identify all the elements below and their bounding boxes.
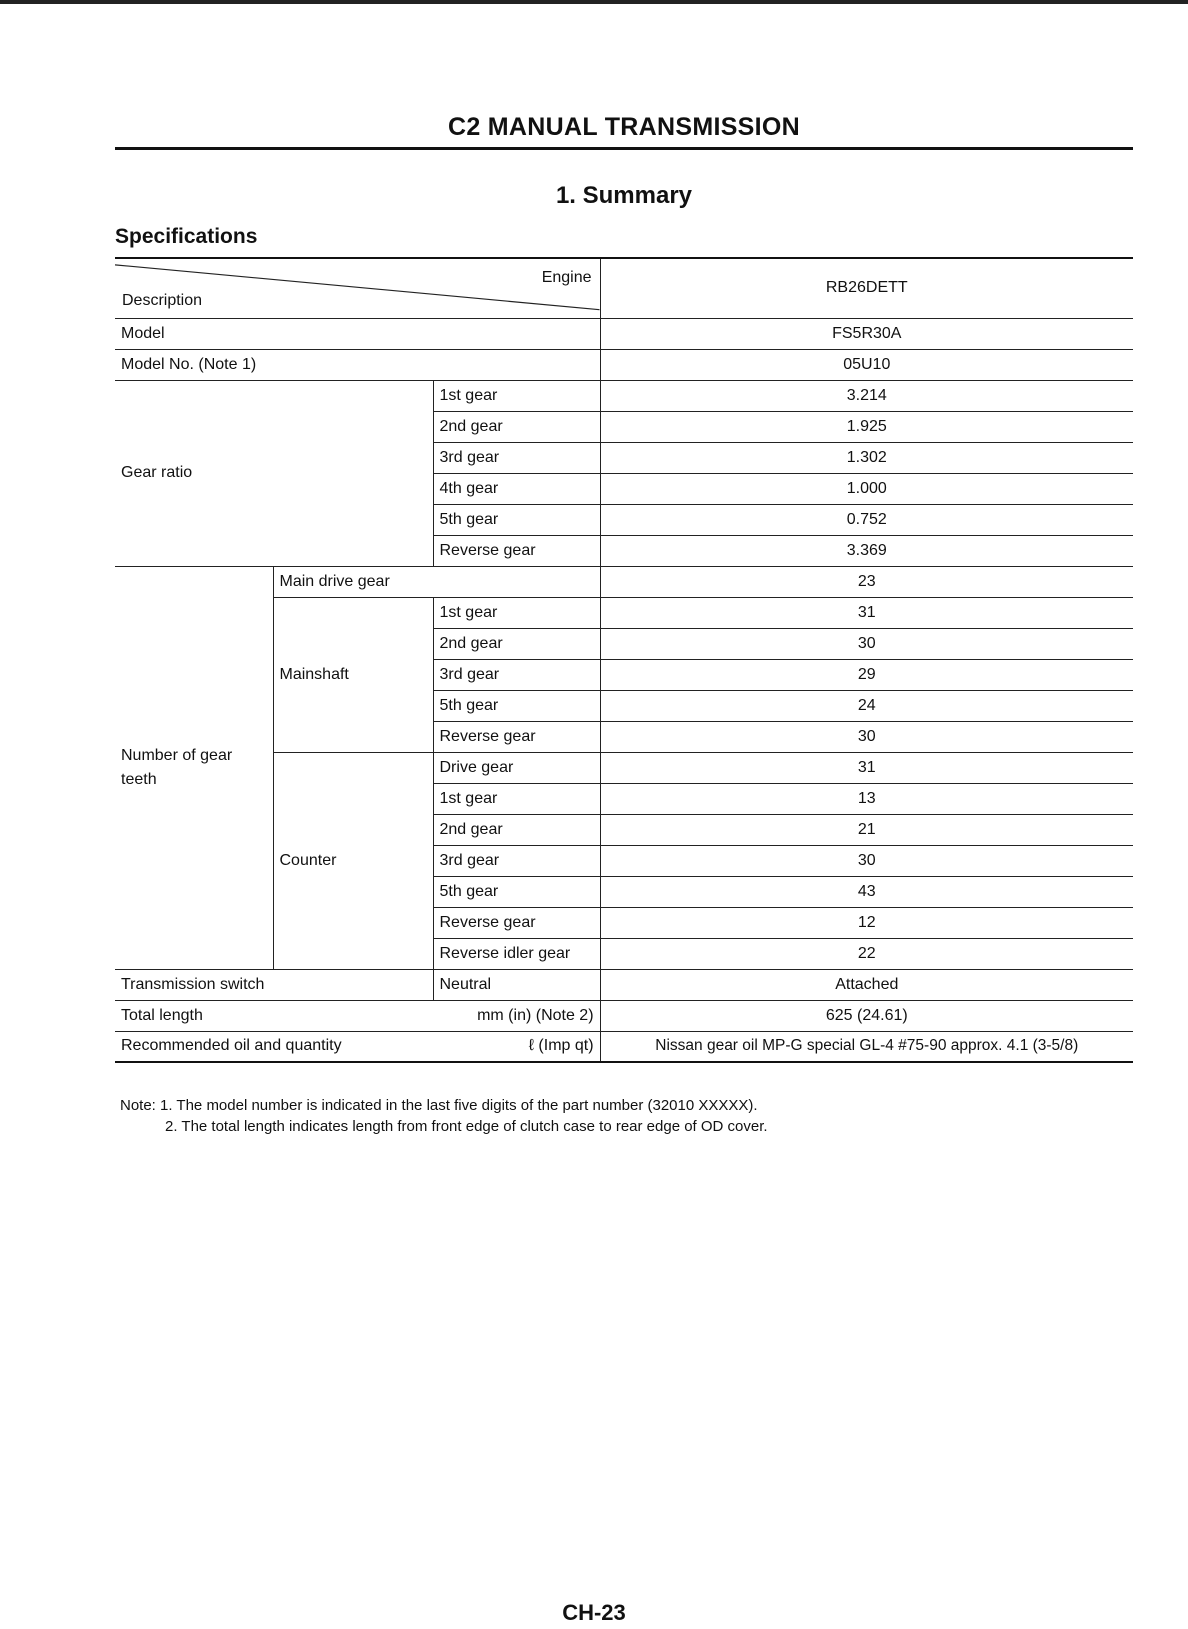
- note-2: 2. The total length indicates length from front edge of clutch case to rear edge of OD cover.: [165, 1118, 768, 1135]
- total-length-label: Total length: [115, 1000, 433, 1031]
- gear-name: 1st gear: [433, 380, 600, 411]
- chapter-title: C2 MANUAL TRANSMISSION: [448, 113, 800, 141]
- gear-ratio-value: 3.214: [600, 380, 1133, 411]
- gear-name: 2nd gear: [433, 814, 600, 845]
- table-row: [115, 566, 1133, 597]
- table-row: [115, 1031, 1133, 1062]
- table-row: [115, 380, 1133, 411]
- oil-value: Nissan gear oil MP-G special GL-4 #75-90 approx. 4.1 (3-5/8): [600, 1031, 1133, 1062]
- engine-label: Engine: [541, 269, 592, 286]
- gear-name: 5th gear: [433, 504, 600, 535]
- table-row: [115, 1000, 1133, 1031]
- gear-ratio-value: 1.302: [600, 442, 1133, 473]
- gear-ratio-value: 1.925: [600, 411, 1133, 442]
- gear-name: 1st gear: [433, 597, 600, 628]
- gear-ratio-value: 3.369: [600, 535, 1133, 566]
- engine-value: RB26DETT: [600, 258, 1133, 318]
- chapter-rule: [115, 147, 1133, 150]
- transmission-switch-value: Attached: [600, 969, 1133, 1000]
- teeth-value: 22: [600, 938, 1133, 969]
- subsection-title: Specifications: [115, 225, 258, 248]
- gear-name: 3rd gear: [433, 659, 600, 690]
- teeth-value: 13: [600, 783, 1133, 814]
- model-no-label: Model No. (Note 1): [115, 349, 600, 380]
- description-label: Description: [122, 291, 203, 309]
- gear-name: Reverse gear: [433, 535, 600, 566]
- total-length-unit: mm (in) (Note 2): [433, 1000, 600, 1031]
- teeth-value: 30: [600, 721, 1133, 752]
- teeth-value: 31: [600, 752, 1133, 783]
- teeth-value: 29: [600, 659, 1133, 690]
- teeth-value: 31: [600, 597, 1133, 628]
- gear-name: 2nd gear: [433, 628, 600, 659]
- gear-ratio-value: 1.000: [600, 473, 1133, 504]
- model-value: FS5R30A: [600, 318, 1133, 349]
- gear-name: 5th gear: [433, 876, 600, 907]
- oil-unit: ℓ (Imp qt): [433, 1031, 600, 1062]
- page-number: CH-23: [562, 1600, 626, 1625]
- teeth-value: 30: [600, 628, 1133, 659]
- gear-name: 3rd gear: [433, 442, 600, 473]
- gear-ratio-label: Gear ratio: [115, 380, 433, 566]
- specifications-table: [115, 257, 1133, 1063]
- total-length-value: 625 (24.61): [600, 1000, 1133, 1031]
- teeth-value: 24: [600, 690, 1133, 721]
- gear-name: 4th gear: [433, 473, 600, 504]
- gear-name: 3rd gear: [433, 845, 600, 876]
- gear-name: Reverse gear: [433, 907, 600, 938]
- table-row: [115, 349, 1133, 380]
- table-row: [115, 969, 1133, 1000]
- gear-name: Drive gear: [433, 752, 600, 783]
- counter-label: Counter: [273, 752, 433, 969]
- gear-teeth-label: Number of gear teeth: [115, 566, 273, 969]
- teeth-value: 30: [600, 845, 1133, 876]
- mainshaft-label: Mainshaft: [273, 597, 433, 752]
- model-label: Model: [115, 318, 600, 349]
- gear-name: 5th gear: [433, 690, 600, 721]
- transmission-switch-sub: Neutral: [433, 969, 600, 1000]
- notes: [120, 1095, 768, 1137]
- gear-name: 2nd gear: [433, 411, 600, 442]
- note-1: Note: 1. The model number is indicated in the last five digits of the part number (32010 XXXXX).: [120, 1097, 758, 1114]
- main-drive-gear-label: Main drive gear: [273, 566, 600, 597]
- gear-name: Reverse gear: [433, 721, 600, 752]
- table-row: [115, 318, 1133, 349]
- gear-ratio-value: 0.752: [600, 504, 1133, 535]
- gear-name: Reverse idler gear: [433, 938, 600, 969]
- teeth-value: 21: [600, 814, 1133, 845]
- model-no-value: 05U10: [600, 349, 1133, 380]
- oil-label: Recommended oil and quantity: [115, 1031, 433, 1062]
- main-drive-gear-value: 23: [600, 566, 1133, 597]
- header-diagonal-cell: [115, 258, 600, 318]
- gear-name: 1st gear: [433, 783, 600, 814]
- teeth-value: 12: [600, 907, 1133, 938]
- table-header-row: [115, 258, 1133, 318]
- teeth-value: 43: [600, 876, 1133, 907]
- page-top-border: [0, 0, 1188, 4]
- section-title: 1. Summary: [555, 182, 693, 209]
- transmission-switch-label: Transmission switch: [115, 969, 433, 1000]
